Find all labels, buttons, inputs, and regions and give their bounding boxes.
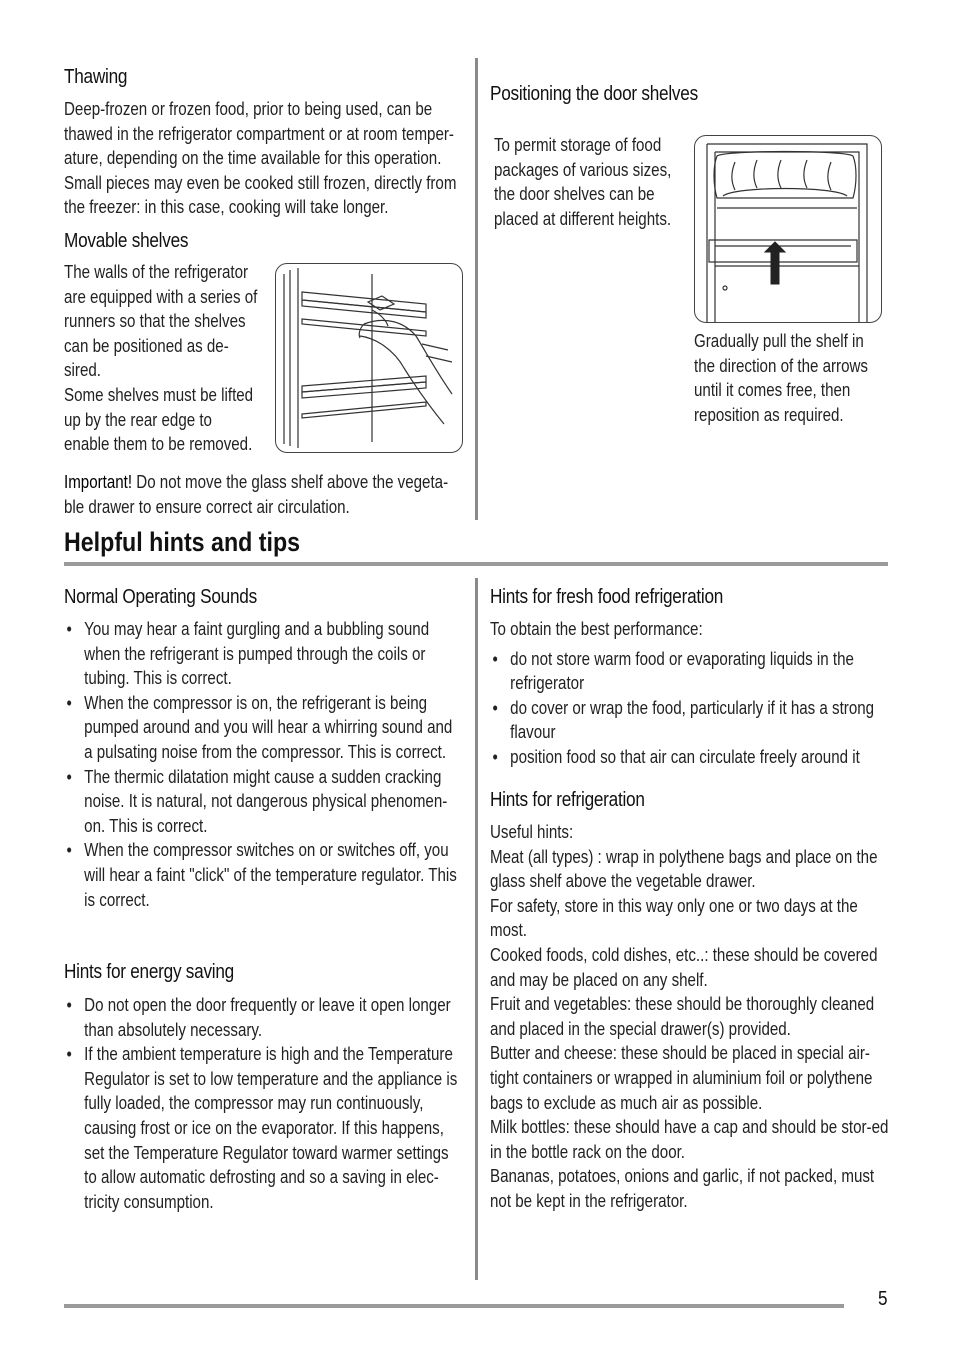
fresh-food-intro: To obtain the best performance:: [490, 619, 703, 639]
refrigeration-heading: Hints for refrigeration: [490, 789, 645, 811]
fresh-food-content: [490, 617, 890, 770]
door-shelves-caption: Gradually pull the shelf in the direction of the arrows until it comes free, then reposition as required.: [694, 331, 868, 425]
energy-saving-heading: Hints for energy saving: [64, 961, 234, 983]
movable-shelves-paragraph-1: The walls of the refrigerator are equipped with a series of runners so that the shelves can be positioned as de-sired.: [64, 262, 258, 381]
important-text: Do not move the glass shelf above the vegeta-ble drawer to ensure correct air circulation.: [64, 472, 449, 517]
movable-shelves-text: [64, 260, 261, 457]
door-shelves-text: To permit storage of food packages of various sizes, the door shelves can be placed at different heights.: [494, 135, 672, 229]
refrigeration-line: Cooked foods, cold dishes, etc..: these should be covered and may be placed on any shelf.: [490, 944, 878, 990]
list-item: • position food so that air can circulate freely around it: [490, 745, 890, 770]
refrigeration-line: Meat (all types) : wrap in polythene bags and place on the glass shelf above the vegetable drawer.: [490, 846, 878, 892]
refrigeration-text: [490, 820, 890, 1214]
thawing-heading: Thawing: [64, 66, 128, 88]
list-item: • The thermic dilatation might cause a sudden cracking noise. It is natural, not dangerous physical phenomen-on. This is correct.: [64, 765, 464, 839]
shelf-illustration: [275, 263, 463, 453]
list-item: • Do not open the door frequently or leave it open longer than absolutely necessary.: [64, 993, 464, 1042]
shelf-drawing: [276, 264, 462, 452]
operating-sounds-list: [64, 617, 464, 912]
footer-rule: [64, 1304, 844, 1308]
list-item: • If the ambient temperature is high and the Temperature Regulator is set to low temperature and the appliance is fully loaded, the compressor may run continuously, causing frost or ice on the evaporator. If this happens, set the Temperature Regulator toward warmer settings to allow automatic defrosting and so a saving in elec-tricity consumption.: [64, 1042, 464, 1214]
section-title: Helpful hints and tips: [64, 527, 301, 557]
energy-saving-list: [64, 993, 464, 1214]
operating-sounds-heading: Normal Operating Sounds: [64, 586, 257, 608]
list-item: • When the compressor switches on or switches off, you will hear a faint "click" of the temperature regulator. This is correct.: [64, 838, 464, 912]
movable-shelves-heading: Movable shelves: [64, 230, 189, 252]
door-shelf-drawing: [695, 136, 881, 322]
fresh-food-heading: Hints for fresh food refrigeration: [490, 586, 724, 608]
refrigeration-line: Bananas, potatoes, onions and garlic, if not packed, must not be kept in the refrigerator.: [490, 1166, 875, 1211]
refrigeration-line: Fruit and vegetables: these should be thoroughly cleaned and placed in the special drawer(s) provided.: [490, 994, 875, 1039]
refrigeration-line: For safety, store in this way only one or two days at the most.: [490, 895, 858, 941]
list-item: • When the compressor is on, the refrigerant is being pumped around and you will hear a whirring sound and a pulsating noise from the compressor. This is correct.: [64, 691, 464, 765]
column-divider-bottom: [475, 578, 478, 1280]
section-rule: [64, 562, 888, 566]
list-item: • You may hear a faint gurgling and a bubbling sound when the refrigerant is pumped through the coils or tubing. This is correct.: [64, 617, 464, 691]
page-number: 5: [878, 1288, 888, 1310]
refrigeration-line: Useful hints:: [490, 822, 574, 842]
thawing-text: Deep-frozen or frozen food, prior to being used, can be thawed in the refrigerator compartment or at room temper-ature, depending on the time available for this operation. Small pieces may even be cooked still frozen, directly from the freezer: in this case, cooking will take longer.: [64, 99, 457, 218]
column-divider-top: [475, 58, 478, 520]
refrigeration-line: Butter and cheese: these should be placed in special air-tight containers or wrapped in aluminium foil or polythene bags to exclude as much air as possible.: [490, 1043, 873, 1113]
movable-shelves-paragraph-2: Some shelves must be lifted up by the rear edge to enable them to be removed.: [64, 384, 254, 455]
important-note: [64, 470, 460, 519]
door-shelf-illustration: [694, 135, 882, 323]
list-item: • do not store warm food or evaporating liquids in the refrigerator: [490, 647, 890, 696]
door-shelves-heading: Positioning the door shelves: [490, 83, 698, 105]
important-label: Important!: [64, 472, 133, 492]
refrigeration-line: Milk bottles: these should have a cap and should be stor-ed in the bottle rack on the door.: [490, 1117, 889, 1162]
list-item: • do cover or wrap the food, particularly if it has a strong flavour: [490, 696, 890, 745]
